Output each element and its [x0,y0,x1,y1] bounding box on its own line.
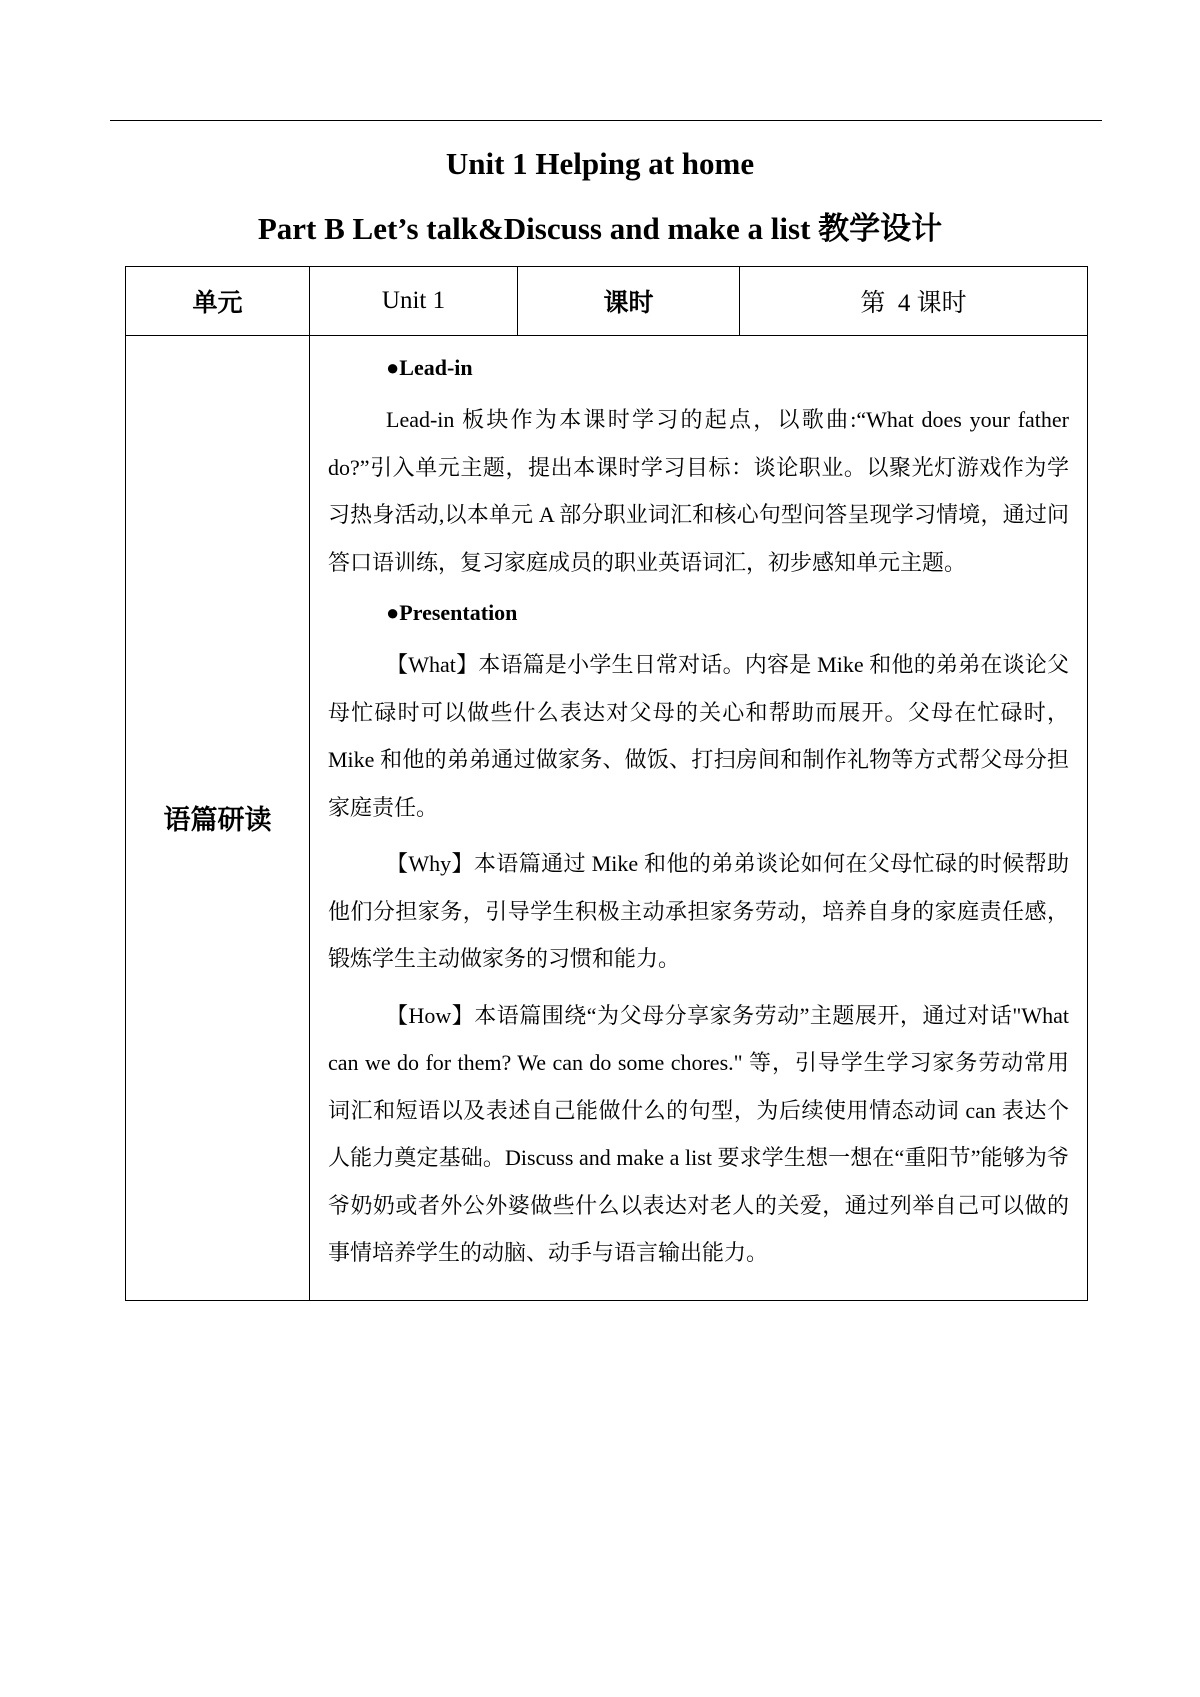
lead-in-paragraph: Lead-in 板块作为本课时学习的起点，以歌曲:“What does your father do?”引入单元主题，提出本课时学习目标：谈论职业。以聚光灯游戏作为学习热身活动,以本单元 A 部分职业词汇和核心句型问答呈现学习情境，通过问答口语训练，复习家庭成员的职业英语词汇，初步感知单元主题。 [328,407,1069,575]
table-body-row [126,336,1088,1301]
lead-in-heading: ●Lead-in [386,355,473,380]
section-label-cell: 语篇研读 [126,336,310,1301]
presentation-heading: ●Presentation [386,600,518,625]
period-value-cell: 第 4 课时 [740,267,1088,336]
unit-value-cell: Unit 1 [310,267,518,336]
period-label-cell: 课时 [518,267,740,336]
why-paragraph: 【Why】本语篇通过 Mike 和他的弟弟谈论如何在父母忙碌的时候帮助他们分担家务，引导学生积极主动承担家务劳动，培养自身的家庭责任感，锻炼学生主动做家务的习惯和能力。 [328,851,1069,971]
section-content-cell [310,336,1088,1301]
unit-label-cell: 单元 [126,267,310,336]
header-rule [110,120,1102,121]
lesson-plan-table [125,266,1088,1301]
document-subtitle: Part B Let’s talk&Discuss and make a list 教学设计 [257,211,943,246]
how-paragraph: 【How】本语篇围绕“为父母分享家务劳动”主题展开，通过对话"What can we do for them? We can do some chores." 等，引导学生学习家务劳动常用词汇和短语以及表述自己能做什么的句型，为后续使用情态动词 can 表达个人能力奠定基础。Discuss and make a list 要求学生想一想在“重阳节”能够为爷爷奶奶或者外公外婆做些什么以表达对老人的关爱，通过列举自己可以做的事情培养学生的动脑、动手与语言输出能力。 [328,1002,1069,1265]
table-header-row [126,267,1088,336]
document-title: Unit 1 Helping at home [445,146,755,181]
what-paragraph: 【What】本语篇是小学生日常对话。内容是 Mike 和他的弟弟在谈论父母忙碌时可以做些什么表达对父母的关心和帮助而展开。父母在忙碌时，Mike 和他的弟弟通过做家务、做饭、打扫房间和制作礼物等方式帮父母分担家庭责任。 [328,652,1069,820]
